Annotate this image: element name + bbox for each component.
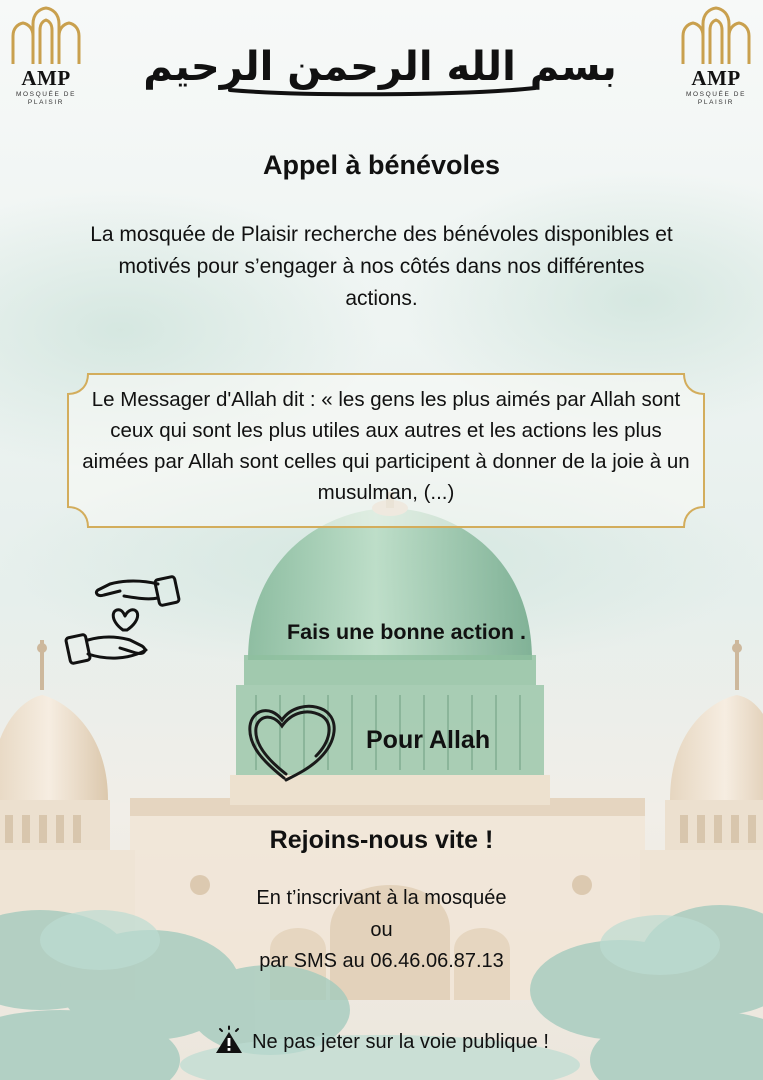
signup-details: [0, 883, 763, 978]
hands-heart-icon: [62, 574, 184, 666]
signup-line-sms: par SMS au 06.46.06.87.13: [259, 950, 504, 972]
signup-line-mosque: En t’inscrivant à la mosquée: [256, 887, 507, 909]
mosque-house-logo-icon: [9, 6, 83, 66]
heart-icon: [244, 702, 344, 782]
join-heading: Rejoins-nous vite !: [269, 826, 494, 854]
footer-notice-text: Ne pas jeter sur la voie publique !: [252, 1031, 549, 1053]
basmala-text: بسم الله الرحمن الرحيم: [143, 44, 617, 90]
logo-brand-text: AMP: [691, 66, 741, 90]
logo-subtitle: MOSQUÉE DE PLAISIR: [685, 91, 747, 106]
logo-subtitle: MOSQUÉE DE PLAISIR: [15, 91, 77, 106]
footer-notice: [0, 1026, 763, 1054]
basmala-calligraphy: [143, 30, 617, 104]
page-title: Appel à bénévoles: [262, 150, 501, 180]
warning-icon: [214, 1026, 244, 1054]
amp-logo-right: [676, 6, 756, 107]
amp-logo-left: [6, 6, 86, 107]
signup-line-or: ou: [370, 918, 393, 941]
good-action-heading: Fais une bonne action .: [287, 620, 526, 644]
logo-brand-text: AMP: [21, 66, 71, 90]
mosque-house-logo-icon: [679, 6, 753, 66]
hadith-quote: Le Messager d'Allah dit : « les gens les plus aimés par Allah sont ceux qui sont les plus utiles aux autres et les actions les plus aimées par Allah sont celles qui participent à donner de la joie à un musulman, (...): [82, 388, 690, 504]
pour-allah-heading: Pour Allah: [366, 726, 491, 754]
intro-paragraph: La mosquée de Plaisir recherche des bénévoles disponibles et motivés pour s’engager à nos côtés dans nos différentes actions.: [90, 223, 673, 310]
